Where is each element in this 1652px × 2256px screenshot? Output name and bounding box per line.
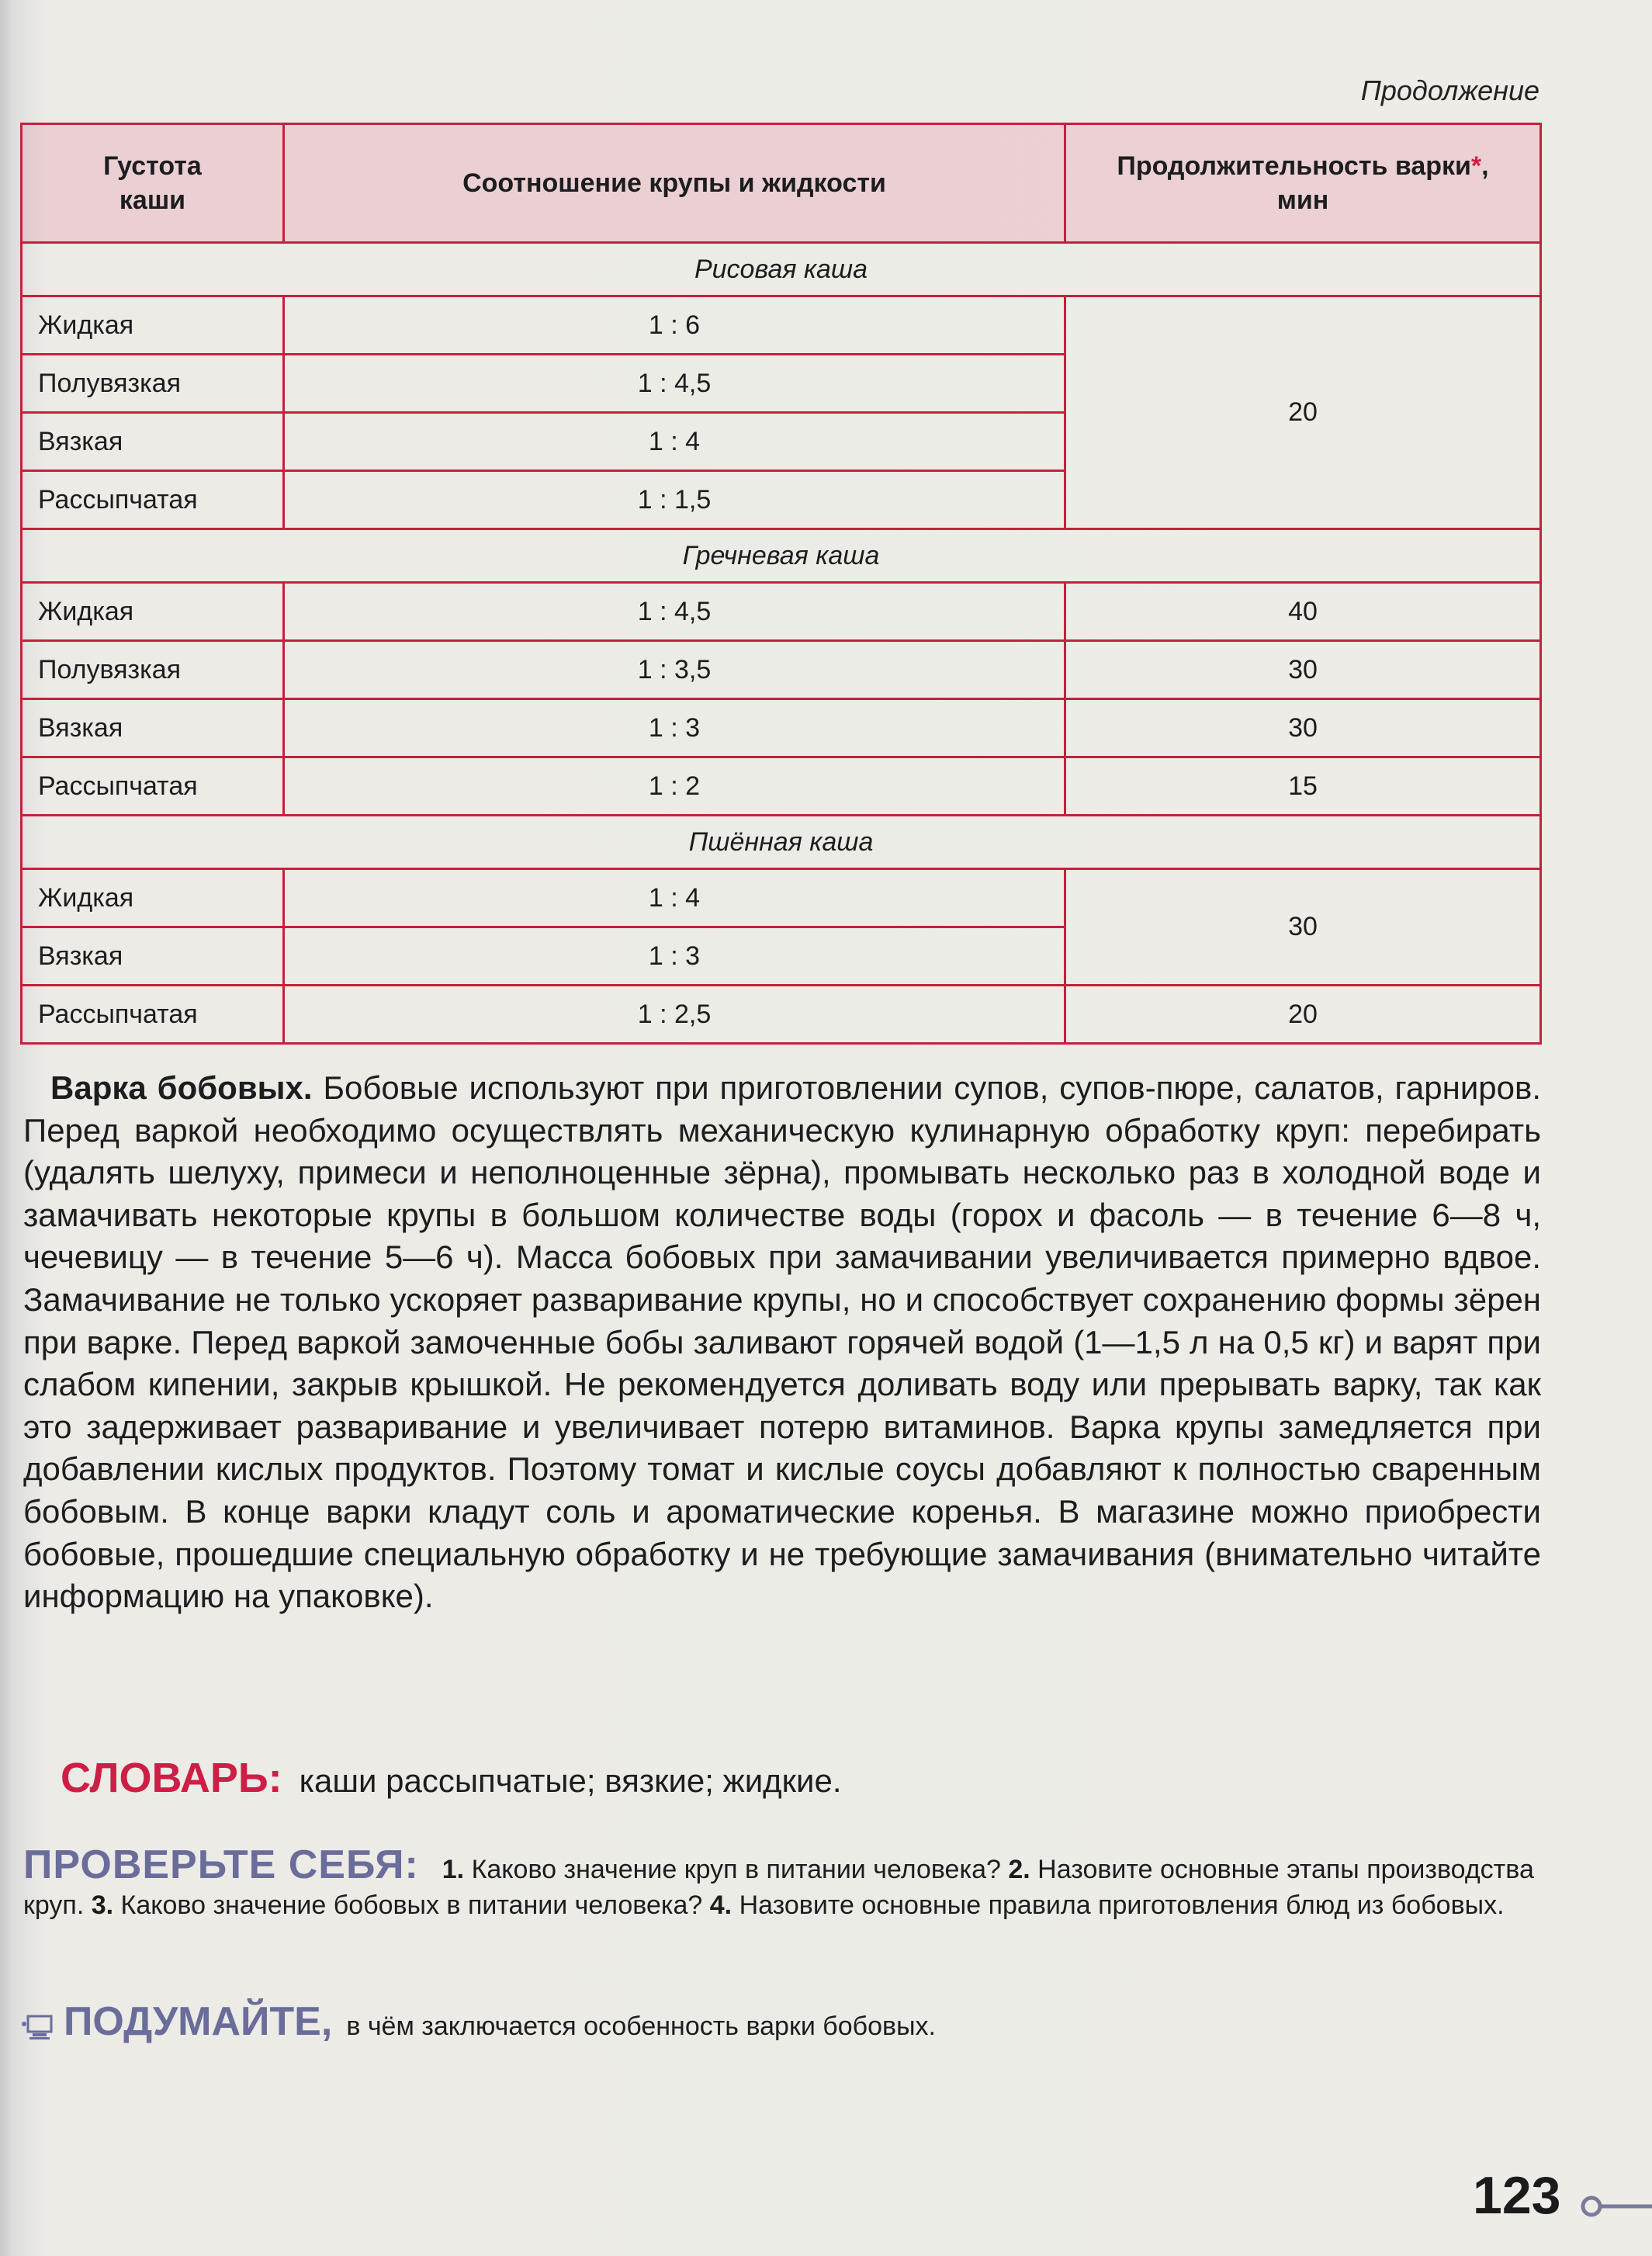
footnote-asterisk: * <box>1470 151 1482 181</box>
table-row <box>22 583 1541 641</box>
cell-consistency: Рассыпчатая <box>22 471 284 529</box>
question-number: 4. <box>709 1890 732 1920</box>
table-header-row <box>22 124 1541 243</box>
page-number: 123 <box>1473 2166 1561 2225</box>
table-row <box>22 641 1541 699</box>
cell-ratio: 1 : 4 <box>284 869 1065 927</box>
group-row-millet <box>22 816 1541 869</box>
cell-ratio: 1 : 4 <box>284 413 1065 471</box>
cell-ratio: 1 : 6 <box>284 296 1065 355</box>
question-number: 1. <box>442 1855 465 1884</box>
header-ratio-label: Соотношение крупы и жидкости <box>462 168 886 198</box>
table-row <box>22 869 1541 927</box>
cell-ratio: 1 : 4,5 <box>284 355 1065 413</box>
question-text: Назовите основные правила приготовления блюд из бобовых. <box>739 1890 1505 1920</box>
vocabulary-text: каши рассыпчатые; вязкие; жидкие. <box>299 1762 842 1799</box>
cell-consistency: Жидкая <box>22 869 284 927</box>
cell-ratio: 1 : 1,5 <box>284 471 1065 529</box>
cell-duration: 15 <box>1065 757 1541 816</box>
group-row-buckwheat <box>22 529 1541 583</box>
question-number: 2. <box>1008 1855 1030 1884</box>
group-row-rice <box>22 243 1541 296</box>
table-row <box>22 699 1541 757</box>
group-title-rice: Рисовая каша <box>22 243 1541 296</box>
table-row <box>22 296 1541 355</box>
vocabulary-block <box>61 1754 842 1802</box>
cell-ratio: 1 : 3 <box>284 927 1065 986</box>
question-text: Каково значение круп в питании человека? <box>471 1855 1001 1884</box>
cell-ratio: 1 : 3 <box>284 699 1065 757</box>
think-title: ПОДУМАЙТЕ, <box>64 1999 333 2044</box>
cell-consistency: Рассыпчатая <box>22 757 284 816</box>
cell-consistency: Полувязкая <box>22 355 284 413</box>
cell-duration: 20 <box>1065 986 1541 1044</box>
cell-ratio: 1 : 2,5 <box>284 986 1065 1044</box>
header-consistency: Густота каши <box>22 124 284 243</box>
question-text: Назовите основные этапы производства круп. <box>23 1855 1534 1920</box>
computer-icon <box>22 2015 54 2041</box>
cell-consistency: Рассыпчатая <box>22 986 284 1044</box>
cell-consistency: Вязкая <box>22 699 284 757</box>
think-text: в чём заключается особенность варки бобовых. <box>346 2012 936 2041</box>
paragraph-text: Бобовые используют при приготовлении супов, супов-пюре, салатов, гарниров. Перед варкой необходимо осуществлять механическую кулинарную обработку круп: перебирать (удалять шелуху, примеси и неполноценные зёрна), промывать несколько раз в холодной воде и замачивать некоторые крупы в большом количестве воды (горох и фасоль — в течение 6—8 ч, чечевицу — в течение 5—6 ч). Масса бобовых при замачивании увеличивается примерно вдвое. Замачивание не только ускоряет разваривание крупы, но и способствует сохранению формы зёрен при варке. Перед варкой замоченные бобы заливают горячей водой (1—1,5 л на 0,5 кг) и варят при слабом кипении, закрыв крышкой. Не рекомендуется доливать воду или прерывать варку, так как это задерживает разваривание и увеличивает потерю витаминов. Варка крупы замедляется при добавлении кислых продуктов. Поэтому томат и кислые соусы добавляют к полностью сваренным бобовым. В конце варки кладут соль и ароматические коренья. В магазине можно приобрести бобовые, прошедшие специальную обработку и не требующие замачивания (внимательно читайте информацию на упаковке). <box>23 1069 1541 1615</box>
cell-duration: 40 <box>1065 583 1541 641</box>
think-block <box>22 1998 936 2045</box>
cell-duration: 30 <box>1065 641 1541 699</box>
header-duration-label: Продолжительность варки <box>1117 151 1471 181</box>
legumes-paragraph <box>23 1067 1541 1618</box>
cell-duration: 20 <box>1065 296 1541 529</box>
cell-consistency: Вязкая <box>22 413 284 471</box>
question-number: 3. <box>91 1890 114 1920</box>
cell-consistency: Жидкая <box>22 583 284 641</box>
check-yourself-block <box>23 1842 1541 1923</box>
question-text: Каково значение бобовых в питании человека? <box>120 1890 703 1920</box>
cell-consistency: Вязкая <box>22 927 284 986</box>
group-title-millet: Пшённая каша <box>22 816 1541 869</box>
porridge-cooking-table <box>20 123 1542 1045</box>
table-row <box>22 986 1541 1044</box>
cell-ratio: 1 : 3,5 <box>284 641 1065 699</box>
cell-consistency: Жидкая <box>22 296 284 355</box>
check-yourself-title: ПРОВЕРЬТЕ СЕБЯ: <box>23 1842 419 1887</box>
header-ratio <box>284 124 1065 243</box>
continuation-label: Продолжение <box>1360 75 1539 106</box>
table-row <box>22 757 1541 816</box>
cell-duration: 30 <box>1065 699 1541 757</box>
header-duration-unit: , мин <box>1276 151 1489 215</box>
group-title-buckwheat: Гречневая каша <box>22 529 1541 583</box>
cell-duration: 30 <box>1065 869 1541 986</box>
cell-consistency: Полувязкая <box>22 641 284 699</box>
paragraph-lead: Варка бобовых. <box>50 1069 313 1106</box>
cell-ratio: 1 : 4,5 <box>284 583 1065 641</box>
header-duration <box>1065 124 1541 243</box>
cell-ratio: 1 : 2 <box>284 757 1065 816</box>
vocabulary-title: СЛОВАРЬ: <box>61 1755 282 1801</box>
circle-line-icon <box>1579 2195 1652 2218</box>
